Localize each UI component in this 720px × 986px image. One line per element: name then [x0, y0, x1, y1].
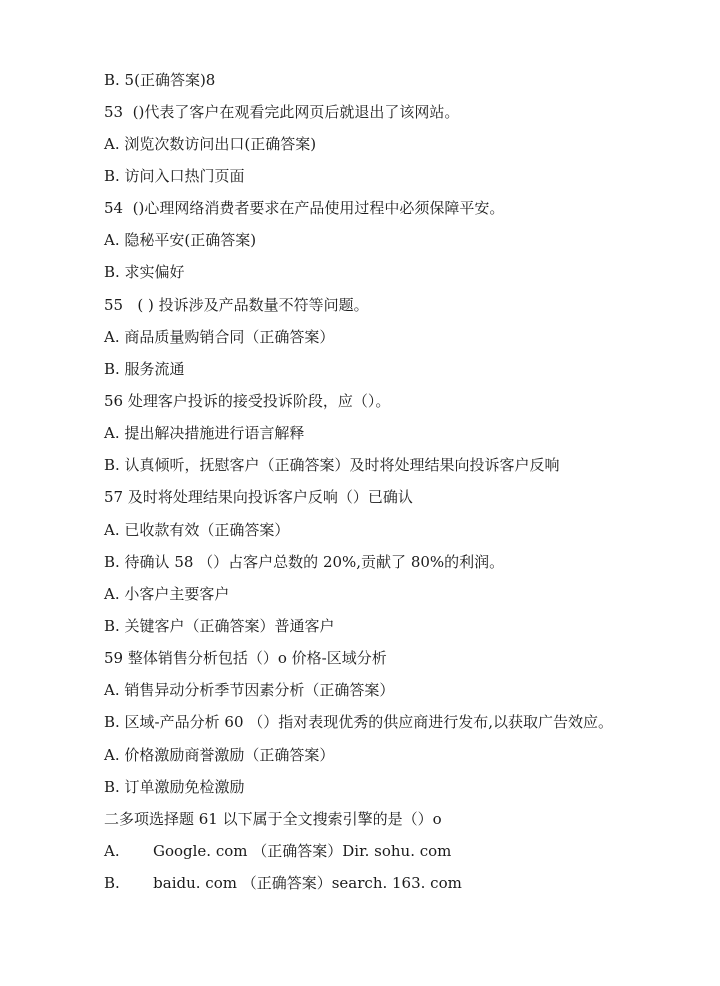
option-b-q59: B. 区域-产品分析 60 （）指对表现优秀的供应商进行发布,以获取广告效应。 [104, 713, 614, 731]
option-b-q60: B. 订单激励免检激励 [104, 778, 245, 796]
question-54: 54 ()心理网络消费者要求在产品使用过程中必须保障平安。 [104, 199, 505, 217]
option-a-q57: A. 已收款有效（正确答案） [104, 521, 290, 539]
option-a-q58: A. 小客户主要客户 [104, 585, 230, 603]
option-a-q55: A. 商品质量购销合同（正确答案） [104, 328, 335, 346]
option-b-q56: B. 认真倾听，抚慰客户（正确答案）及时将处理结果向投诉客户反响 [104, 456, 560, 474]
option-b-q57: B. 待确认 58 （）占客户总数的 20%,贡献了 80%的利润。 [104, 553, 505, 571]
option-b-q55: B. 服务流通 [104, 360, 185, 378]
option-b-q54: B. 求实偏好 [104, 263, 185, 281]
option-a-q59: A. 销售异动分析季节因素分析（正确答案） [104, 681, 395, 699]
option-a-q61: A. Google. com （正确答案）Dir. sohu. com [104, 842, 452, 860]
option-b-q58: B. 关键客户（正确答案）普通客户 [104, 617, 335, 635]
question-55: 55 ( ) 投诉涉及产品数量不符等问题。 [104, 296, 369, 314]
question-57: 57 及时将处理结果向投诉客户反响（）已确认 [104, 488, 413, 506]
option-b-q53: B. 访问入口热门页面 [104, 167, 245, 185]
option-b-q52: B. 5(正确答案)8 [104, 71, 216, 89]
option-b-q61: B. baidu. com （正确答案）search. 163. com [104, 874, 462, 892]
question-56: 56 处理客户投诉的接受投诉阶段，应（）。 [104, 392, 391, 410]
option-a-q54: A. 隐秘平安(正确答案) [104, 231, 257, 249]
option-a-q53: A. 浏览次数访问出口(正确答案) [104, 135, 317, 153]
option-a-q56: A. 提出解决措施进行语言解释 [104, 424, 305, 442]
question-53: 53 ()代表了客户在观看完此网页后就退出了该网站。 [104, 103, 460, 121]
question-61: 二多项选择题 61 以下属于全文搜索引擎的是（）o [104, 810, 442, 828]
option-a-q60: A. 价格激励商誉激励（正确答案） [104, 746, 335, 764]
question-59: 59 整体销售分析包括（）o 价格-区域分析 [104, 649, 387, 667]
